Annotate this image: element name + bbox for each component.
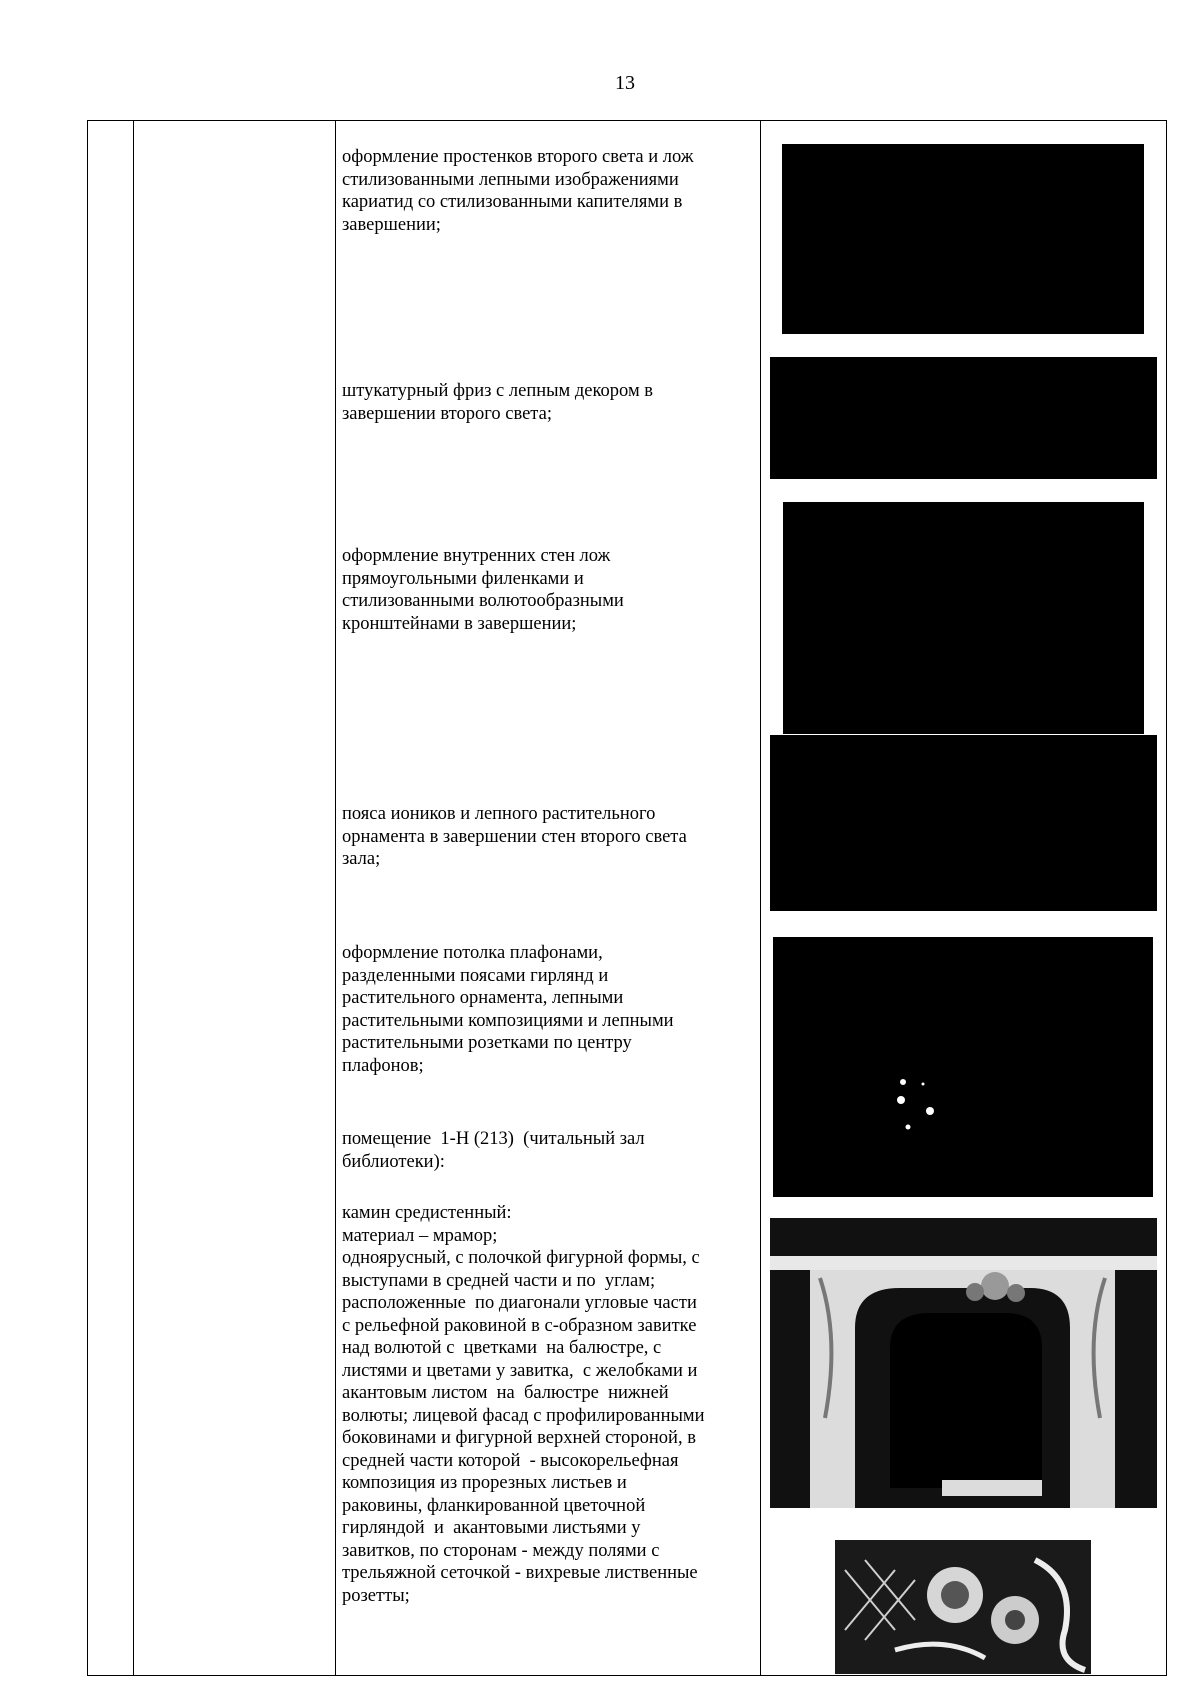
table-top-border <box>87 120 1167 121</box>
caryatid-walls-photo <box>782 144 1144 334</box>
table-bottom-border <box>87 1675 1167 1676</box>
entry-fireplace: камин средистенный: материал – мрамор; одноярусный, с полочкой фигурной формы, с выступами в средней части и по углам; расположенные по диагонали угловые части с рельефной раковиной в с-образном завитке над волютой с цветками на балюстре, с листями и цветами у завитка, с желобками и акантовым листом на балюстре нижней волюты; лицевой фасад с профилированными боковинами и фигурной верхней стороной, в средней части которой - высокорельефная композиция из прорезных листьев и раковины, фланкированной цветочной гирляндой и акантовыми листьями у завитков, по сторонам - между полями с трельяжной сеточкой - вихревые лиственные розетты; <box>342 1203 705 1606</box>
entry-room-heading: помещение 1-Н (213) (читальный зал библиотеки): <box>342 1129 645 1172</box>
entry-caryatid-walls: оформление простенков второго света и лож стилизованными лепными изображениями кариатид со стилизованными капителями в завершении; <box>342 147 694 235</box>
loggia-walls-photo <box>783 502 1144 734</box>
table-column-divider <box>335 120 336 1676</box>
page-number: 13 <box>615 72 635 94</box>
frieze-photo <box>770 357 1157 479</box>
fireplace-photo <box>770 1218 1157 1516</box>
entry-ceiling: оформление потолка плафонами, разделенными поясами гирлянд и растительного орнамента, лепными растительными композициями и лепными растительными розетками по центру плафонов; <box>342 943 674 1076</box>
entry-ionic-belt: пояса иоников и лепного растительного орнамента в завершении стен второго света зала; <box>342 804 687 869</box>
fireplace-detail-photo <box>835 1540 1091 1674</box>
entry-frieze: штукатурный фриз с лепным декором в завершении второго света; <box>342 381 654 424</box>
ceiling-plafond-photo <box>773 937 1153 1197</box>
entry-loggia-walls: оформление внутренних стен лож прямоугольными филенками и стилизованными волютообразными кронштейнами в завершении; <box>342 546 624 634</box>
ionic-belt-photo <box>770 735 1157 911</box>
table-column-divider <box>133 120 134 1676</box>
table-column-divider <box>87 120 88 1676</box>
table-column-divider <box>1166 120 1167 1676</box>
table-column-divider <box>760 120 761 1676</box>
